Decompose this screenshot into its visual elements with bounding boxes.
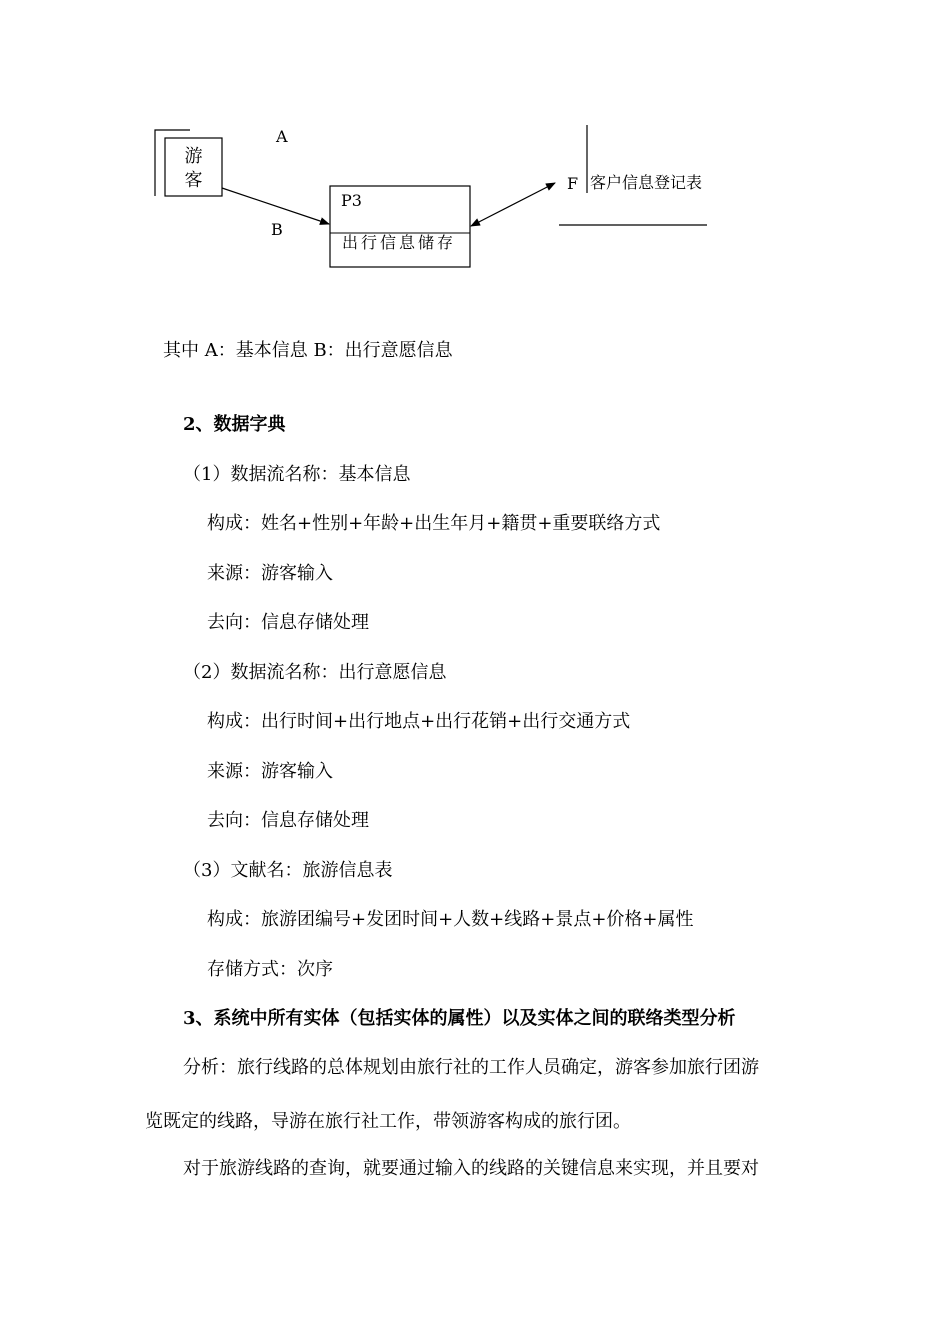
dict-item: 构成：旅游团编号+发团时间+人数+线路+景点+价格+属性	[207, 909, 694, 930]
store-name: 客户信息登记表	[590, 173, 703, 192]
process-id: P3	[341, 191, 362, 210]
flow-arrow-store	[471, 183, 555, 226]
flow-label-b: B	[271, 220, 283, 239]
entity-label-clip	[166, 139, 221, 195]
store-id: F	[567, 174, 579, 193]
dict-item: （2）数据流名称：出行意愿信息	[183, 662, 447, 683]
dict-item: 构成：姓名+性别+年龄+出生年月+籍贯+重要联络方式	[207, 513, 661, 534]
section-2-heading: 2、数据字典	[183, 414, 286, 435]
dict-item: （1）数据流名称：基本信息	[183, 464, 411, 485]
flow-arrow-b	[222, 188, 329, 224]
process-name: 出行信息储存	[342, 233, 457, 252]
dict-item: 去向：信息存储处理	[207, 612, 369, 633]
flow-label-a: A	[276, 127, 288, 146]
dict-item: 来源：游客输入	[207, 563, 333, 584]
analysis-paragraph-line: 览既定的线路，导游在旅行社工作，带领游客构成的旅行团。	[145, 1111, 631, 1132]
section-3-heading: 3、系统中所有实体（包括实体的属性）以及实体之间的联络类型分析	[183, 1008, 736, 1029]
diagram-legend: 其中 A：基本信息 B：出行意愿信息	[163, 340, 453, 361]
entity-label: 游客	[184, 146, 203, 191]
dict-item: 构成：出行时间+出行地点+出行花销+出行交通方式	[207, 711, 631, 732]
dict-item: 去向：信息存储处理	[207, 810, 369, 831]
diagram-lines	[0, 0, 950, 300]
analysis-paragraph-line: 对于旅游线路的查询，就要通过输入的线路的关键信息来实现，并且要对	[183, 1158, 759, 1179]
dict-item: （3）文献名：旅游信息表	[183, 860, 393, 881]
dict-item: 存储方式：次序	[207, 959, 333, 980]
data-flow-diagram	[0, 0, 950, 300]
dict-item: 来源：游客输入	[207, 761, 333, 782]
analysis-paragraph-line: 分析：旅行线路的总体规划由旅行社的工作人员确定，游客参加旅行团游	[183, 1057, 759, 1078]
